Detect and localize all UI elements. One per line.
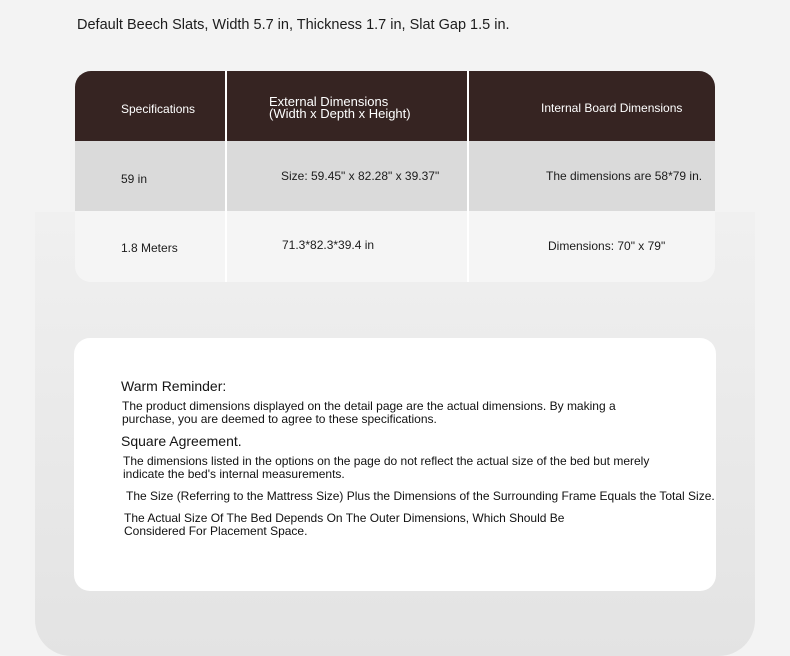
row2-external: 71.3*82.3*39.4 in (282, 238, 375, 252)
row2-spec: 1.8 Meters (121, 241, 178, 255)
reminder-paragraph2-line2: indicate the bed's internal measurements. (123, 467, 345, 481)
reminder-paragraph4-line1: The Actual Size Of The Bed Depends On The Outer Dimensions, Which Should Be (124, 511, 565, 525)
row1-external: Size: 59.45" x 82.28" x 39.37" (281, 169, 440, 183)
table-row (75, 211, 715, 282)
row1-spec: 59 in (121, 172, 148, 186)
column-divider (467, 71, 469, 282)
reminder-paragraph1-line1: The product dimensions displayed on the detail page are the actual dimensions. By making a (122, 399, 616, 413)
reminder-paragraph3: The Size (Referring to the Mattress Size) Plus the Dimensions of the Surrounding Frame Equals the Total Size. (126, 489, 715, 503)
header-specifications-label: Specifications (121, 102, 196, 116)
reminder-title: Warm Reminder: (121, 378, 227, 394)
row1-internal: The dimensions are 58*79 in. (546, 169, 703, 183)
header-internal-label: Internal Board Dimensions (541, 101, 683, 115)
header-external-line2: (Width x Depth x Height) (269, 106, 411, 121)
reminder-paragraph4-line2: Considered For Placement Space. (124, 524, 308, 538)
header-external-line1: External Dimensions (269, 94, 389, 109)
header-internal-dimensions (469, 71, 715, 141)
header-specifications (75, 71, 225, 141)
row2-internal: Dimensions: 70" x 79" (548, 239, 666, 253)
warm-reminder-card (74, 338, 716, 591)
dimensions-table (75, 71, 715, 282)
header-external-dimensions (227, 71, 467, 141)
reminder-paragraph1-line2: purchase, you are deemed to agree to these specifications. (122, 412, 437, 426)
reminder-paragraph2-line1: The dimensions listed in the options on the page do not reflect the actual size of the bed but merely (123, 454, 650, 468)
column-divider (225, 71, 227, 282)
slat-spec-headline: Default Beech Slats, Width 5.7 in, Thickness 1.7 in, Slat Gap 1.5 in. (77, 17, 510, 33)
reminder-subtitle: Square Agreement. (121, 433, 242, 449)
table-row (75, 141, 715, 211)
